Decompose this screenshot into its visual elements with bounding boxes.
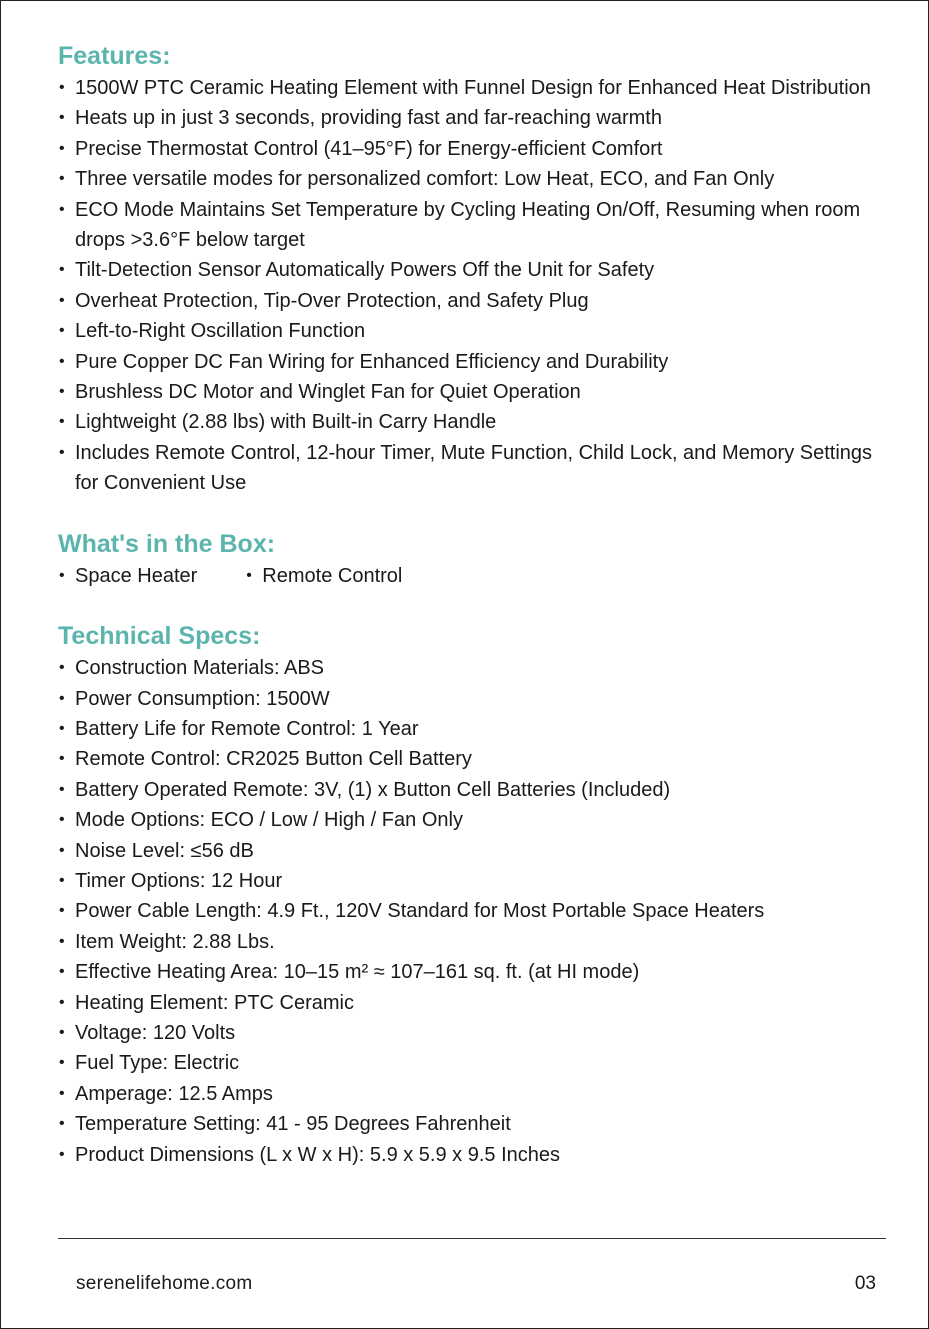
list-item-text: Power Consumption: 1500W: [75, 687, 330, 710]
list-item-text: Heating Element: PTC Ceramic: [75, 991, 354, 1014]
specs-heading: Technical Specs:: [58, 622, 261, 651]
list-item: [58, 714, 898, 744]
bullet-icon: •: [59, 1145, 65, 1163]
list-item: [58, 286, 898, 316]
bullet-icon: •: [59, 443, 65, 461]
specs-list: [58, 653, 898, 1170]
list-item: [58, 407, 898, 437]
list-item: [58, 653, 898, 683]
list-item: [58, 164, 898, 194]
features-heading: Features:: [58, 42, 171, 70]
footer-url: serenelifehome.com: [76, 1273, 253, 1294]
bullet-icon: •: [59, 689, 65, 707]
list-item: [58, 805, 898, 835]
list-item-text: Effective Heating Area: 10–15 m² ≈ 107–161 sq. ft. (at HI mode): [75, 961, 640, 984]
bullet-icon: •: [59, 1115, 65, 1133]
list-item-text: Timer Options: 12 Hour: [75, 869, 283, 892]
bullet-icon: •: [59, 1084, 65, 1102]
bullet-icon: •: [59, 932, 65, 950]
list-item: [58, 103, 898, 133]
list-item: [58, 836, 898, 866]
list-item: [58, 347, 898, 377]
list-item: [58, 377, 898, 407]
bullet-icon: •: [59, 352, 65, 370]
list-item-text: Construction Materials: ABS: [75, 657, 324, 680]
list-item-text: Precise Thermostat Control (41–95°F) for Energy-efficient Comfort: [75, 137, 663, 160]
bullet-icon: •: [59, 413, 65, 431]
list-item-text: Includes Remote Control, 12-hour Timer, Mute Function, Child Lock, and Memory Settings for Convenient Use: [75, 441, 873, 495]
list-item: [58, 561, 197, 591]
list-item: [58, 255, 898, 285]
list-item-text: Brushless DC Motor and Winglet Fan for Quiet Operation: [75, 381, 581, 404]
bullet-icon: •: [59, 383, 65, 401]
list-item-text: Left-to-Right Oscillation Function: [75, 320, 366, 343]
list-item: [58, 195, 898, 256]
bullet-icon: •: [59, 993, 65, 1011]
box-contents-section: [58, 527, 898, 591]
bullet-icon: •: [59, 841, 65, 859]
list-item-text: ECO Mode Maintains Set Temperature by Cycling Heating On/Off, Resuming when room drops >3.6°F below target: [75, 198, 861, 252]
bullet-icon: •: [59, 200, 65, 218]
bullet-icon: •: [59, 659, 65, 677]
bullet-icon: •: [59, 719, 65, 737]
bullet-icon: •: [59, 566, 65, 584]
bullet-icon: •: [59, 871, 65, 889]
list-item-text: Battery Operated Remote: 3V, (1) x Button Cell Batteries (Included): [75, 778, 671, 801]
list-item: [245, 561, 402, 591]
bullet-icon: •: [59, 139, 65, 157]
list-item-text: Temperature Setting: 41 - 95 Degrees Fahrenheit: [75, 1113, 511, 1136]
list-item-text: Heats up in just 3 seconds, providing fast and far-reaching warmth: [75, 107, 662, 130]
list-item: [58, 1048, 898, 1078]
bullet-icon: •: [59, 79, 65, 96]
list-item-text: Space Heater: [75, 564, 198, 587]
list-item-text: 1500W PTC Ceramic Heating Element with Funnel Design for Enhanced Heat Distribution: [75, 77, 871, 99]
bullet-icon: •: [59, 811, 65, 829]
list-item: [58, 1109, 898, 1139]
list-item-text: Remote Control: [262, 564, 403, 587]
specs-section: [58, 619, 898, 1170]
list-item: [58, 957, 898, 987]
list-item: [58, 744, 898, 774]
list-item-text: Product Dimensions (L x W x H): 5.9 x 5.9 x 9.5 Inches: [75, 1143, 560, 1166]
bullet-icon: •: [59, 261, 65, 279]
features-section: [58, 39, 898, 499]
list-item-text: Remote Control: CR2025 Button Cell Battery: [75, 748, 472, 771]
list-item-text: Lightweight (2.88 lbs) with Built-in Carry Handle: [75, 411, 497, 434]
bullet-icon: •: [59, 780, 65, 798]
list-item: [58, 316, 898, 346]
list-item: [58, 988, 898, 1018]
bullet-icon: •: [59, 291, 65, 309]
list-item-text: Three versatile modes for personalized comfort: Low Heat, ECO, and Fan Only: [75, 168, 775, 191]
list-item: [58, 1079, 898, 1109]
footer-divider: [58, 1238, 886, 1239]
list-item-text: Battery Life for Remote Control: 1 Year: [75, 717, 419, 740]
list-item: [58, 896, 898, 926]
bullet-icon: •: [59, 963, 65, 981]
list-item-text: Noise Level: ≤56 dB: [75, 839, 254, 862]
bullet-icon: •: [59, 1054, 65, 1072]
bullet-icon: •: [59, 322, 65, 340]
box-list: [58, 561, 898, 591]
features-list: [58, 73, 898, 499]
list-item-text: Pure Copper DC Fan Wiring for Enhanced Efficiency and Durability: [75, 350, 669, 373]
box-heading: What's in the Box:: [58, 529, 276, 558]
bullet-icon: •: [59, 902, 65, 920]
page-number: 03: [854, 1273, 876, 1294]
bullet-icon: •: [246, 566, 252, 584]
list-item: [58, 1140, 898, 1170]
bullet-icon: •: [59, 170, 65, 188]
list-item-text: Overheat Protection, Tip-Over Protection, and Safety Plug: [75, 289, 589, 312]
list-item-text: Item Weight: 2.88 Lbs.: [75, 930, 275, 953]
page-content: [58, 39, 898, 1170]
list-item-text: Mode Options: ECO / Low / High / Fan Only: [75, 809, 463, 832]
list-item: [58, 73, 898, 103]
list-item: [58, 775, 898, 805]
list-item: [58, 684, 898, 714]
list-item: [58, 134, 898, 164]
bullet-icon: •: [59, 1023, 65, 1041]
list-item-text: Voltage: 120 Volts: [75, 1021, 236, 1044]
list-item: [58, 1018, 898, 1048]
list-item-text: Tilt-Detection Sensor Automatically Powers Off the Unit for Safety: [75, 259, 655, 282]
list-item-text: Fuel Type: Electric: [75, 1052, 240, 1075]
list-item: [58, 438, 898, 499]
list-item-text: Power Cable Length: 4.9 Ft., 120V Standard for Most Portable Space Heaters: [75, 900, 765, 923]
list-item-text: Amperage: 12.5 Amps: [75, 1082, 273, 1105]
bullet-icon: •: [59, 750, 65, 768]
list-item: [58, 866, 898, 896]
list-item: [58, 927, 898, 957]
bullet-icon: •: [59, 109, 65, 127]
